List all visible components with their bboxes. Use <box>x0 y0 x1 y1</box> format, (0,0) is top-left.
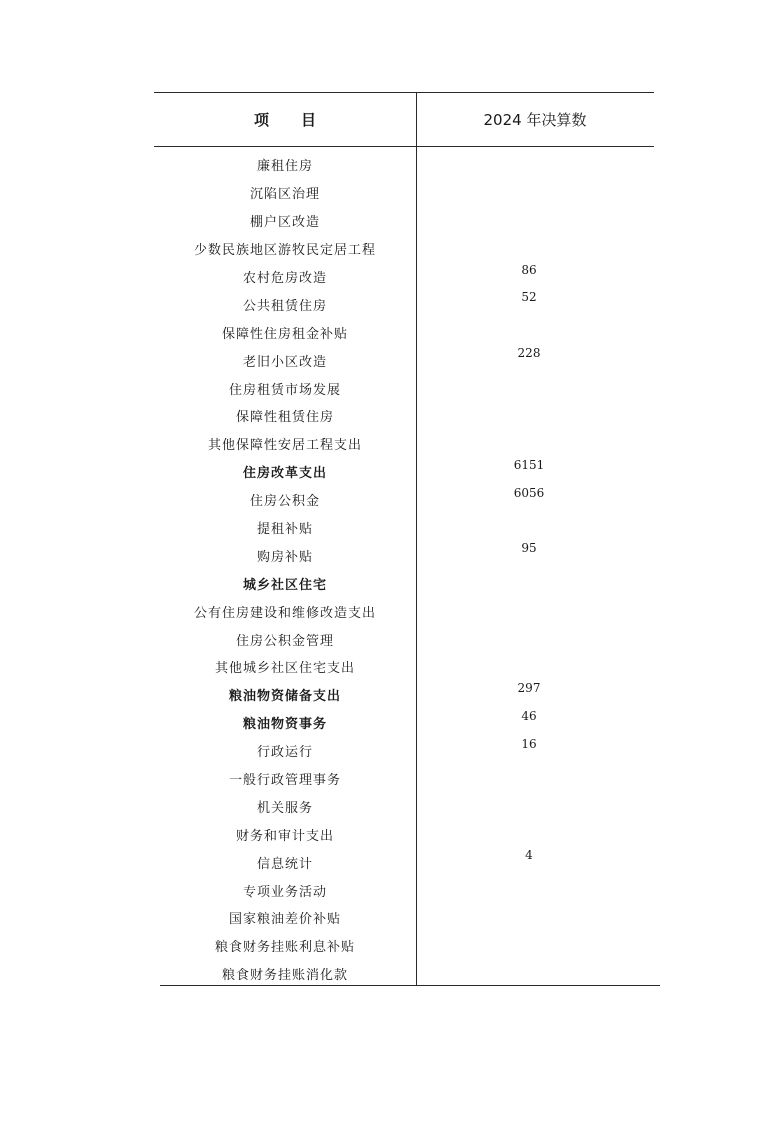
row-amount <box>416 172 654 200</box>
row-amount <box>416 590 654 618</box>
row-amount: 16 <box>521 736 537 751</box>
row-amount: 86 <box>521 262 537 277</box>
row-amount <box>416 423 654 451</box>
row-amount <box>416 953 654 981</box>
row-item-name: 沉陷区治理 <box>249 187 320 203</box>
row-item-name: 老旧小区改造 <box>242 354 327 370</box>
row-item-name: 住房改革支出 <box>242 466 327 482</box>
row-amount <box>416 813 654 841</box>
row-amount <box>416 395 654 423</box>
row-item-name: 国家粮油差价补贴 <box>228 912 341 928</box>
header-item: 项目 <box>253 110 348 129</box>
row-item-name: 少数民族地区游牧民定居工程 <box>193 243 376 259</box>
row-item-name: 其他保障性安居工程支出 <box>207 438 362 454</box>
row-amount <box>416 562 654 590</box>
row-amount: 95 <box>521 541 537 556</box>
row-item-name: 购房补贴 <box>256 549 313 565</box>
row-amount: 228 <box>517 346 541 361</box>
row-amount <box>416 869 654 897</box>
row-item-name: 棚户区改造 <box>249 215 320 231</box>
row-amount <box>416 507 654 535</box>
row-amount: 52 <box>521 290 537 305</box>
row-item-name: 公共租赁住房 <box>242 298 327 314</box>
row-amount: 4 <box>525 848 533 863</box>
row-item-name: 住房公积金管理 <box>235 633 334 649</box>
row-item-name: 行政运行 <box>256 745 313 761</box>
row-amount <box>416 144 654 172</box>
row-item-name: 机关服务 <box>256 800 313 816</box>
row-item-name: 粮食财务挂账利息补贴 <box>214 940 355 956</box>
row-item-name: 公有住房建设和维修改造支出 <box>193 605 376 621</box>
row-item-name: 粮油物资事务 <box>242 717 327 733</box>
row-amount <box>416 367 654 395</box>
table-bottom-rule <box>160 985 660 986</box>
table-row <box>154 960 654 988</box>
row-item-name: 保障性租赁住房 <box>235 410 334 426</box>
row-amount: 6151 <box>513 457 545 472</box>
row-item-name: 其他城乡社区住宅支出 <box>214 661 355 677</box>
row-amount <box>416 311 654 339</box>
row-amount <box>416 785 654 813</box>
row-item-name: 财务和审计支出 <box>235 828 334 844</box>
budget-table <box>154 92 654 989</box>
row-amount <box>416 897 654 925</box>
row-amount: 46 <box>521 708 537 723</box>
row-amount <box>416 925 654 953</box>
row-item-name: 粮油物资储备支出 <box>228 689 341 705</box>
row-amount <box>416 758 654 786</box>
row-item-name: 农村危房改造 <box>242 271 327 286</box>
row-item-name: 信息统计 <box>256 856 313 872</box>
table-body <box>154 151 654 988</box>
row-amount <box>416 228 654 256</box>
row-item-name: 一般行政管理事务 <box>228 773 341 789</box>
row-amount: 297 <box>517 680 541 695</box>
row-item-name: 住房租赁市场发展 <box>228 382 341 398</box>
row-item-name: 专项业务活动 <box>242 884 327 900</box>
row-item-name: 保障性住房租金补贴 <box>221 326 348 342</box>
row-amount <box>416 646 654 674</box>
row-item-name: 粮食财务挂账消化款 <box>221 968 348 984</box>
row-item-name: 廉租住房 <box>256 159 313 175</box>
row-amount <box>416 618 654 646</box>
row-item-name: 城乡社区住宅 <box>242 577 327 593</box>
header-amount: 2024 年决算数 <box>483 110 587 129</box>
row-amount <box>416 200 654 228</box>
row-item-name: 提租补贴 <box>256 522 313 538</box>
row-item-name: 住房公积金 <box>249 494 320 510</box>
row-amount: 6056 <box>513 485 545 500</box>
